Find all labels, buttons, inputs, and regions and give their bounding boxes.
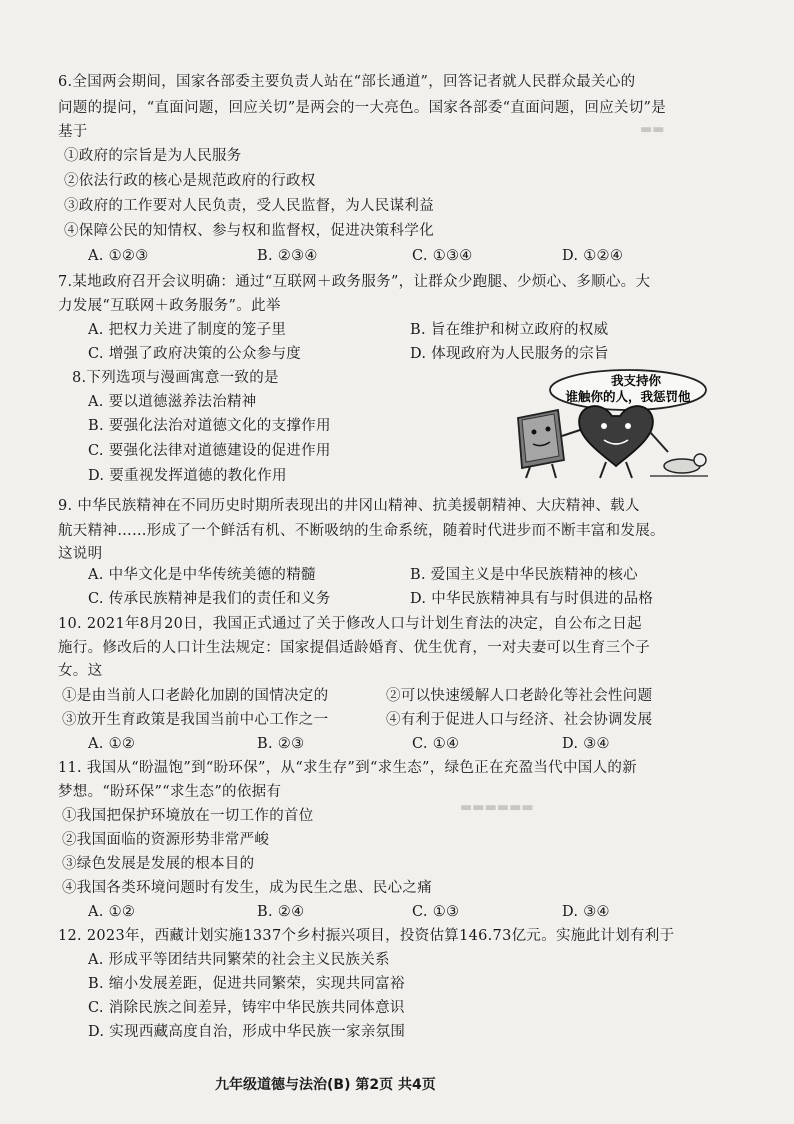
q8-option-d: D. 要重视发挥道德的教化作用 bbox=[88, 468, 287, 484]
q12-option-c: C. 消除民族之间差异，铸牢中华民族共同体意识 bbox=[88, 1000, 405, 1016]
q7-stem-line2: 力发展“互联网＋政务服务”。此举 bbox=[58, 298, 281, 314]
q11-option-d: D. ③④ bbox=[562, 904, 610, 920]
q9-stem-line3: 这说明 bbox=[58, 546, 103, 562]
q8-option-b: B. 要强化法治对道德文化的支撑作用 bbox=[88, 418, 331, 434]
q9-option-d: D. 中华民族精神具有与时俱进的品格 bbox=[410, 591, 654, 607]
q6-stem-line3: 基于 bbox=[58, 124, 88, 140]
q8-cartoon bbox=[500, 368, 710, 480]
q6-statement-2: ②依法行政的核心是规范政府的行政权 bbox=[64, 173, 316, 189]
q6-option-b: B. ②③④ bbox=[257, 248, 318, 264]
q11-option-a: A. ①② bbox=[88, 904, 136, 920]
q10-stem-line1: 10. 2021年8月20日，我国正式通过了关于修改人口与计划生育法的决定，自公布之日起 bbox=[58, 616, 642, 632]
q6-option-d: D. ①②④ bbox=[562, 248, 624, 264]
q11-statement-4: ④我国各类环境问题时有发生，成为民生之患、民心之痛 bbox=[62, 880, 432, 896]
q10-option-c: C. ①④ bbox=[412, 736, 460, 752]
q10-statement-2: ②可以快速缓解人口老龄化等社会性问题 bbox=[386, 688, 653, 704]
q8-option-c: C. 要强化法律对道德建设的促进作用 bbox=[88, 443, 331, 459]
q12-option-b: B. 缩小发展差距，促进共同繁荣，实现共同富裕 bbox=[88, 976, 405, 992]
cartoon-speech-2: 谁触你的人，我惩罚他 bbox=[565, 389, 691, 404]
q10-stem-line2: 施行。修改后的人口计生法规定：国家提倡适龄婚育、优生优育，一对夫妻可以生育三个子 bbox=[58, 640, 650, 656]
q9-stem-line2: 航天精神……形成了一个鲜活有机、不断吸纳的生命系统，随着时代进步而不断丰富和发展。 bbox=[58, 523, 665, 539]
q7-option-d: D. 体现政府为人民服务的宗旨 bbox=[410, 346, 609, 362]
q9-option-a: A. 中华文化是中华传统美德的精髓 bbox=[88, 567, 316, 583]
q12-option-a: A. 形成平等团结共同繁荣的社会主义民族关系 bbox=[88, 952, 390, 968]
q11-stem-line1: 11. 我国从“盼温饱”到“盼环保”，从“求生存”到“求生态”，绿色正在充盈当代中国人的新 bbox=[58, 760, 637, 776]
bleed-through-text: ▬▬ bbox=[640, 122, 665, 137]
q6-statement-1: ①政府的宗旨是为人民服务 bbox=[64, 148, 242, 164]
q6-option-c: C. ①③④ bbox=[412, 248, 473, 264]
q11-statement-2: ②我国面临的资源形势非常严峻 bbox=[62, 832, 270, 848]
q12-stem: 12. 2023年，西藏计划实施1337个乡村振兴项目，投资估算146.73亿元。实施此计划有利于 bbox=[58, 928, 675, 944]
q9-option-c: C. 传承民族精神是我们的责任和义务 bbox=[88, 591, 331, 607]
q6-statement-4: ④保障公民的知情权、参与权和监督权，促进决策科学化 bbox=[64, 223, 434, 239]
q6-stem-line1: 6.全国两会期间，国家各部委主要负责人站在“部长通道”，回答记者就人民群众最关心的 bbox=[58, 74, 636, 90]
q11-option-b: B. ②④ bbox=[257, 904, 305, 920]
q9-stem-line1: 9. 中华民族精神在不同历史时期所表现出的井冈山精神、抗美援朝精神、大庆精神、载人 bbox=[58, 498, 640, 514]
q9-option-b: B. 爱国主义是中华民族精神的核心 bbox=[410, 567, 638, 583]
q10-statement-4: ④有利于促进人口与经济、社会协调发展 bbox=[386, 712, 653, 728]
q6-option-a: A. ①②③ bbox=[88, 248, 149, 264]
q7-option-c: C. 增强了政府决策的公众参与度 bbox=[88, 346, 302, 362]
q8-option-a: A. 要以道德滋养法治精神 bbox=[88, 394, 257, 410]
q12-option-d: D. 实现西藏高度自治，形成中华民族一家亲氛围 bbox=[88, 1024, 406, 1040]
q8-stem: 8.下列选项与漫画寓意一致的是 bbox=[72, 370, 279, 386]
q7-option-b: B. 旨在维护和树立政府的权威 bbox=[410, 322, 609, 338]
q11-stem-line2: 梦想。“盼环保”“求生态”的依据有 bbox=[58, 784, 282, 800]
q10-option-d: D. ③④ bbox=[562, 736, 610, 752]
q7-stem-line1: 7.某地政府召开会议明确：通过“互联网＋政务服务”，让群众少跑腿、少烦心、多顺心。大 bbox=[58, 274, 651, 290]
q11-statement-3: ③绿色发展是发展的根本目的 bbox=[62, 856, 255, 872]
q6-stem-line2: 问题的提问，“直面问题，回应关切”是两会的一大亮色。国家各部委“直面问题，回应关切”是 bbox=[58, 100, 667, 116]
q10-statement-1: ①是由当前人口老龄化加剧的国情决定的 bbox=[62, 688, 329, 704]
q7-option-a: A. 把权力关进了制度的笼子里 bbox=[88, 322, 287, 338]
q10-statement-3: ③放开生育政策是我国当前中心工作之一 bbox=[62, 712, 329, 728]
bleed-through-text: ▬▬▬▬▬▬ bbox=[460, 800, 534, 815]
q10-stem-line3: 女。这 bbox=[58, 663, 103, 679]
q10-option-a: A. ①② bbox=[88, 736, 136, 752]
cartoon-illustration bbox=[500, 368, 710, 480]
q10-option-b: B. ②③ bbox=[257, 736, 305, 752]
page-footer: 九年级道德与法治(B) 第2页 共4页 bbox=[215, 1077, 436, 1093]
q6-statement-3: ③政府的工作要对人民负责，受人民监督，为人民谋利益 bbox=[64, 198, 434, 214]
q11-option-c: C. ①③ bbox=[412, 904, 460, 920]
q11-statement-1: ①我国把保护环境放在一切工作的首位 bbox=[62, 808, 314, 824]
cartoon-speech-1: 我支持你 bbox=[610, 373, 662, 388]
